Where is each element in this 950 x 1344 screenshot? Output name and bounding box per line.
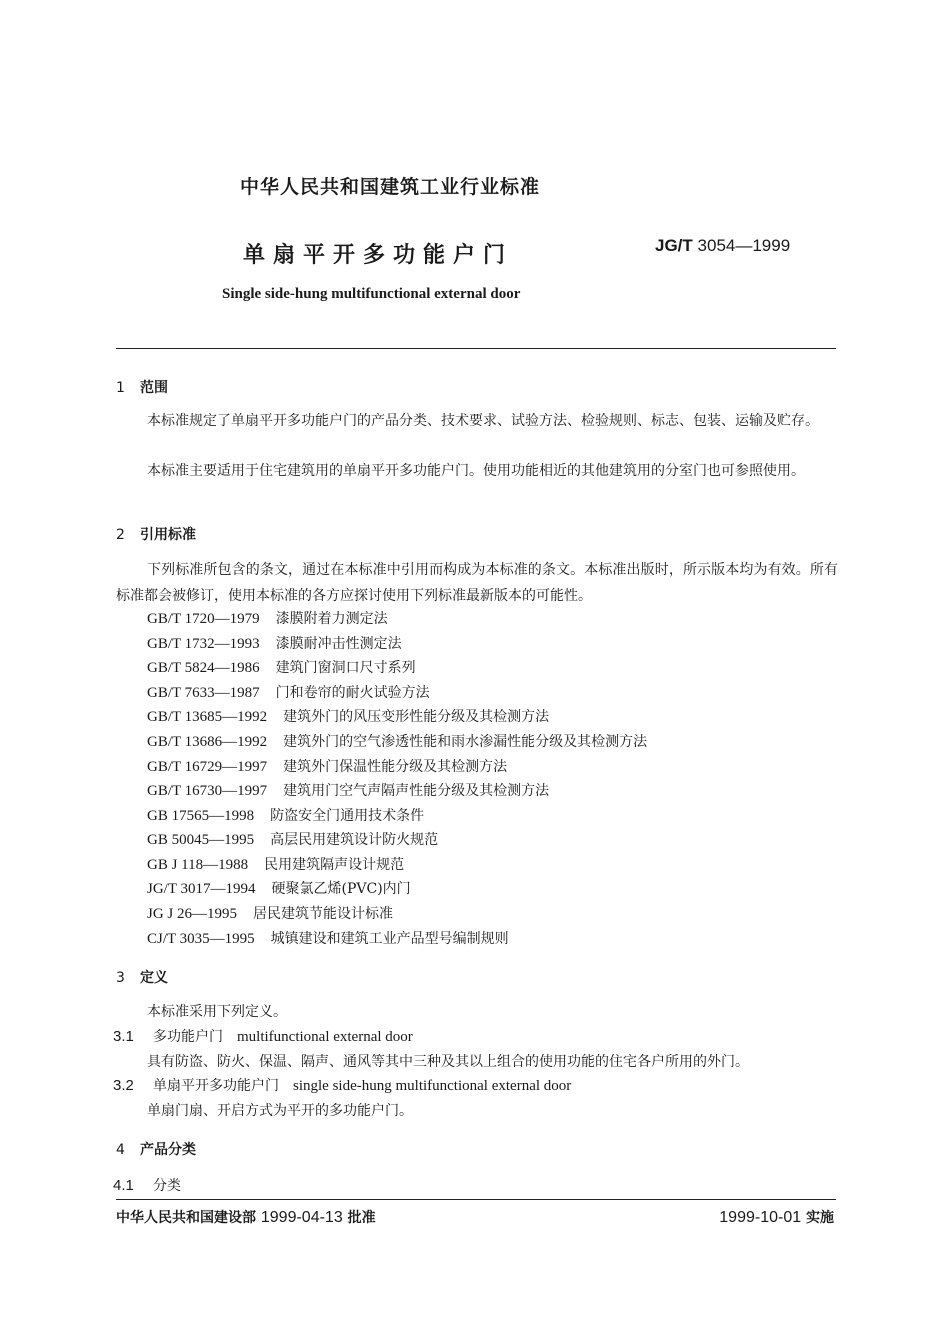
- reference-item: [147, 854, 404, 874]
- issuing-authority: 中华人民共和国建设部: [116, 1210, 256, 1226]
- reference-code: GB/T 1732—1993: [147, 636, 260, 652]
- reference-code: GB 17565—1998: [147, 808, 255, 824]
- section-2-title: 引用标准: [140, 527, 196, 543]
- implementation-line: [719, 1207, 834, 1227]
- section-1-paragraph-1: 本标准规定了单扇平开多功能户门的产品分类、技术要求、试验方法、检验规则、标志、包装、运输及贮存。: [147, 413, 819, 429]
- definition-3-2-text: 单扇门扇、开启方式为平开的多功能户门。: [147, 1103, 413, 1119]
- reference-item: [147, 608, 388, 628]
- reference-item: [147, 829, 438, 849]
- standard-code-number: 3054—1999: [697, 236, 791, 255]
- approval-line: [116, 1207, 376, 1227]
- subsection-4-1-title: 分类: [153, 1178, 181, 1194]
- reference-name: 门和卷帘的耐火试验方法: [275, 685, 430, 701]
- section-3-title: 定义: [140, 970, 168, 986]
- reference-item: [147, 878, 411, 898]
- reference-item: [147, 780, 549, 800]
- standard-code: [655, 236, 790, 256]
- reference-item: [147, 682, 430, 702]
- english-title: Single side-hung multifunctional external door: [222, 286, 521, 302]
- reference-code: GB/T 16729—1997: [147, 759, 268, 775]
- section-2-heading: [116, 524, 196, 544]
- reference-code: GB/T 13685—1992: [147, 709, 268, 725]
- reference-code: GB/T 1720—1979: [147, 611, 260, 627]
- reference-item: [147, 756, 507, 776]
- reference-item: [147, 805, 424, 825]
- definition-3-2-term: 单扇平开多功能户门: [153, 1078, 279, 1094]
- reference-name: 建筑门窗洞口尺寸系列: [275, 660, 416, 676]
- section-3-heading: [116, 967, 168, 987]
- reference-item: [147, 903, 393, 923]
- definition-3-1-heading: [113, 1026, 413, 1046]
- reference-item: [147, 731, 647, 751]
- reference-item: [147, 706, 549, 726]
- reference-code: GB 50045—1995: [147, 832, 255, 848]
- reference-name: 建筑外门保温性能分级及其检测方法: [283, 759, 508, 775]
- definition-3-2-number: 3.2: [113, 1077, 134, 1094]
- reference-name: 高层民用建筑设计防火规范: [270, 832, 439, 848]
- document-title: 单扇平开多功能户门: [243, 243, 514, 268]
- section-2-number: 2: [116, 527, 125, 543]
- definition-3-1-term: 多功能户门: [153, 1029, 223, 1045]
- reference-code: JG/T 3017—1994: [147, 881, 256, 897]
- subsection-4-1-heading: [113, 1175, 181, 1195]
- reference-name: 建筑外门的风压变形性能分级及其检测方法: [283, 709, 550, 725]
- reference-code: GB/T 7633—1987: [147, 685, 260, 701]
- section-1-title: 范围: [140, 380, 168, 396]
- reference-item: [147, 657, 416, 677]
- reference-item: [147, 928, 509, 948]
- reference-name: 民用建筑隔声设计规范: [264, 857, 405, 873]
- header-divider: [116, 348, 836, 349]
- section-3-number: 3: [116, 970, 125, 986]
- section-1-paragraph-2: 本标准主要适用于住宅建筑用的单扇平开多功能户门。使用功能相近的其他建筑用的分室门也可参照使用。: [147, 463, 805, 479]
- definition-3-2-heading: [113, 1075, 571, 1095]
- definition-3-1-number: 3.1: [113, 1028, 134, 1045]
- standard-category-title: 中华人民共和国建筑工业行业标准: [239, 176, 540, 198]
- reference-code: GB/T 13686—1992: [147, 734, 268, 750]
- reference-name: 建筑外门的空气渗透性能和雨水渗漏性能分级及其检测方法: [283, 734, 648, 750]
- section-4-title: 产品分类: [140, 1142, 196, 1158]
- approval-label: 批准: [347, 1210, 376, 1226]
- definition-3-2-english: single side-hung multifunctional external door: [293, 1078, 572, 1094]
- section-2-paragraph: 下列标准所包含的条文，通过在本标准中引用而构成为本标准的条文。本标准出版时，所示版本均为有效。所有标准都会被修订，使用本标准的各方应探讨使用下列标准最新版本的可能性。: [116, 562, 838, 604]
- section-4-number: 4: [116, 1142, 125, 1158]
- reference-code: CJ/T 3035—1995: [147, 931, 255, 947]
- reference-code: GB J 118—1988: [147, 857, 249, 873]
- reference-name: 居民建筑节能设计标准: [253, 906, 394, 922]
- section-4-heading: [116, 1139, 196, 1159]
- implementation-label: 实施: [806, 1210, 834, 1226]
- reference-name: 硬聚氯乙烯(PVC)内门: [271, 881, 411, 897]
- reference-code: GB/T 16730—1997: [147, 783, 268, 799]
- subsection-4-1-number: 4.1: [113, 1177, 134, 1194]
- reference-name: 漆膜耐冲击性测定法: [275, 636, 402, 652]
- reference-name: 建筑用门空气声隔声性能分级及其检测方法: [283, 783, 550, 799]
- reference-name: 漆膜附着力测定法: [275, 611, 388, 627]
- standard-code-prefix: JG/T: [655, 236, 693, 255]
- section-1-heading: [116, 377, 168, 397]
- section-1-number: 1: [116, 380, 125, 396]
- definition-3-1-english: multifunctional external door: [237, 1029, 413, 1045]
- implementation-date: 1999-10-01: [719, 1209, 802, 1226]
- reference-item: [147, 633, 402, 653]
- section-3-intro: 本标准采用下列定义。: [147, 1004, 287, 1020]
- reference-name: 城镇建设和建筑工业产品型号编制规则: [270, 931, 509, 947]
- reference-name: 防盗安全门通用技术条件: [270, 808, 425, 824]
- reference-code: GB/T 5824—1986: [147, 660, 260, 676]
- approval-date: 1999-04-13: [260, 1209, 343, 1226]
- reference-code: JG J 26—1995: [147, 906, 238, 922]
- footer-divider: [116, 1199, 836, 1200]
- definition-3-1-text: 具有防盗、防火、保温、隔声、通风等其中三种及其以上组合的使用功能的住宅各户所用的外门。: [147, 1054, 749, 1070]
